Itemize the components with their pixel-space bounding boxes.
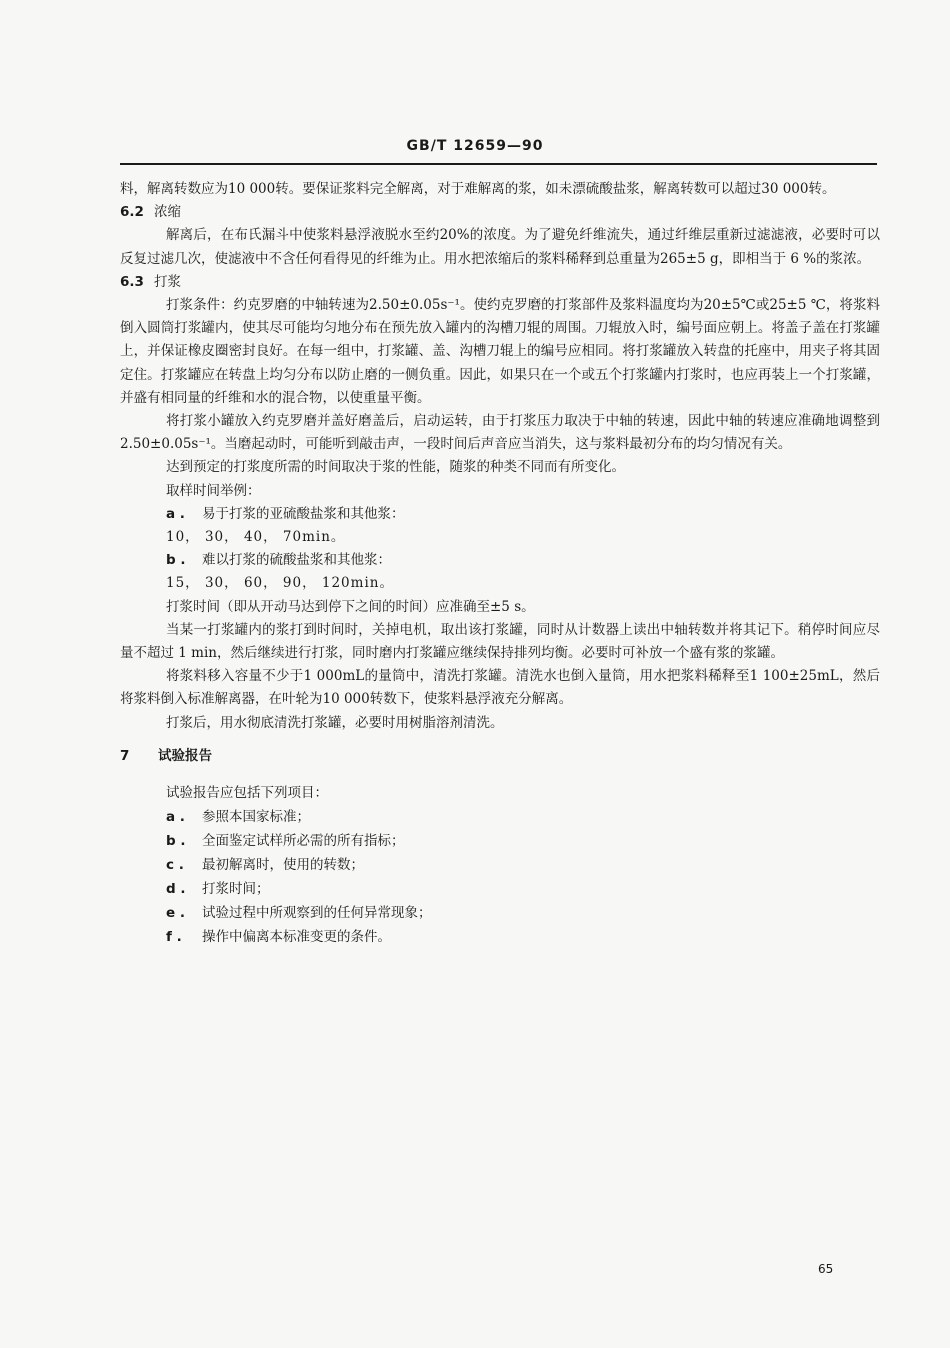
- list-label: a .: [166, 505, 185, 522]
- list-item: [166, 829, 880, 853]
- document-body: [120, 178, 880, 949]
- list-item: [166, 853, 880, 877]
- list-item: [166, 549, 880, 572]
- list-text: 操作中偏离本标准变更的条件。: [202, 928, 391, 945]
- list-item: [166, 901, 880, 925]
- header-rule: [120, 163, 877, 165]
- list-text: 全面鉴定试样所必需的所有指标；: [202, 832, 405, 849]
- paragraph: 当某一打浆罐内的浆打到时间时，关掉电机，取出该打浆罐，同时从计数器上读出中轴转数并将其记下。稍停时间应尽量不超过 1 min，然后继续进行打浆，同时磨内打浆罐应继续保持排列均衡。必要时可补放一个盛有浆的浆罐。: [120, 621, 880, 662]
- section-6-2-heading: [120, 201, 880, 224]
- section-7-heading: [120, 745, 880, 768]
- list-label: b .: [166, 552, 186, 569]
- paragraph: 解离后，在布氏漏斗中使浆料悬浮液脱水至约20%的浓度。为了避免纤维流失，通过纤维层重新过滤滤液，必要时可以反复过滤几次，使滤液中不含任何看得见的纤维为止。用水把浓缩后的浆料稀释到总重量为265±5 g，即相当于 6 %的浆浓。: [120, 227, 880, 267]
- section-title: 打浆: [154, 273, 181, 290]
- page-header: GB/T 12659—90: [406, 138, 544, 154]
- list-label: c .: [166, 856, 184, 873]
- paragraph: 达到预定的打浆度所需的时间取决于浆的性能，随浆的种类不同而有所变化。: [166, 459, 625, 476]
- list-text: 难以打浆的硫酸盐浆和其他浆：: [202, 552, 391, 569]
- section-number: 7: [120, 747, 130, 764]
- list-item: [166, 925, 880, 949]
- section-title: 试验报告: [158, 747, 212, 764]
- sample-times: 10， 30， 40， 70min。: [166, 529, 346, 546]
- paragraph: 试验报告应包括下列项目：: [166, 784, 328, 801]
- list-item: [166, 805, 880, 829]
- section-title: 浓缩: [154, 204, 181, 221]
- list-item: [166, 877, 880, 901]
- paragraph: 打浆后，用水彻底清洗打浆罐，必要时用树脂溶剂清洗。: [166, 714, 504, 731]
- section-number: 6.3: [120, 273, 144, 290]
- list-item: [166, 503, 880, 526]
- paragraph: 打浆条件：约克罗磨的中轴转速为2.50±0.05s⁻¹。使约克罗磨的打浆部件及浆料温度均为20±5℃或25±5 ℃，将浆料倒入圆筒打浆罐内，使其尽可能均匀地分布在预先放入罐内的沟槽刀辊的周围。刀辊放入时，编号面应朝上。将盖子盖在打浆罐上，并保证橡皮圈密封良好。在每一组中，打浆罐、盖、沟槽刀辊上的编号应相同。将打浆罐放入转盘的托座中，用夹子将其固定住。打浆罐应在转盘上均匀分布以防止磨的一侧负重。因此，如果只在一个或五个打浆罐内打浆时，也应再装上一个打浆罐，并盛有相同量的纤维和水的混合物，以使重量平衡。: [120, 297, 880, 406]
- list-label: d .: [166, 880, 186, 897]
- continuation-paragraph: 料，解离转数应为10 000转。要保证浆料完全解离，对于难解离的浆，如未漂硫酸盐浆，解离转数可以超过30 000转。: [120, 181, 836, 197]
- list-label: a .: [166, 808, 185, 825]
- list-text: 试验过程中所观察到的任何异常现象；: [202, 904, 432, 921]
- list-label: b .: [166, 832, 186, 849]
- list-text: 最初解离时，使用的转数；: [202, 856, 364, 873]
- list-text: 参照本国家标准；: [202, 808, 310, 825]
- page-number: 65: [818, 1262, 834, 1276]
- paragraph: 将打浆小罐放入约克罗磨并盖好磨盖后，启动运转，由于打浆压力取决于中轴的转速，因此中轴的转速应准确地调整到2.50±0.05s⁻¹。当磨起动时，可能听到敲击声，一段时间后声音应当消失，这与浆料最初分布的均匀情况有关。: [120, 413, 880, 453]
- paragraph: 打浆时间（即从开动马达到停下之间的时间）应准确至±5 s。: [166, 598, 535, 615]
- list-text: 打浆时间；: [202, 880, 270, 897]
- paragraph: 取样时间举例：: [166, 482, 261, 499]
- section-6-3-heading: [120, 271, 880, 294]
- list-text: 易于打浆的亚硫酸盐浆和其他浆：: [202, 505, 405, 522]
- paragraph: 将浆料移入容量不少于1 000mL的量筒中，清洗打浆罐。清洗水也倒入量筒，用水把浆料稀释至1 100±25mL，然后将浆料倒入标准解离器，在叶轮为10 000转数下，使浆料悬浮液充分解离。: [120, 668, 880, 708]
- list-label: e .: [166, 904, 185, 921]
- sample-times: 15， 30， 60， 90， 120min。: [166, 575, 394, 592]
- list-label: f .: [166, 928, 182, 945]
- report-items-list: [120, 805, 880, 949]
- section-number: 6.2: [120, 204, 144, 221]
